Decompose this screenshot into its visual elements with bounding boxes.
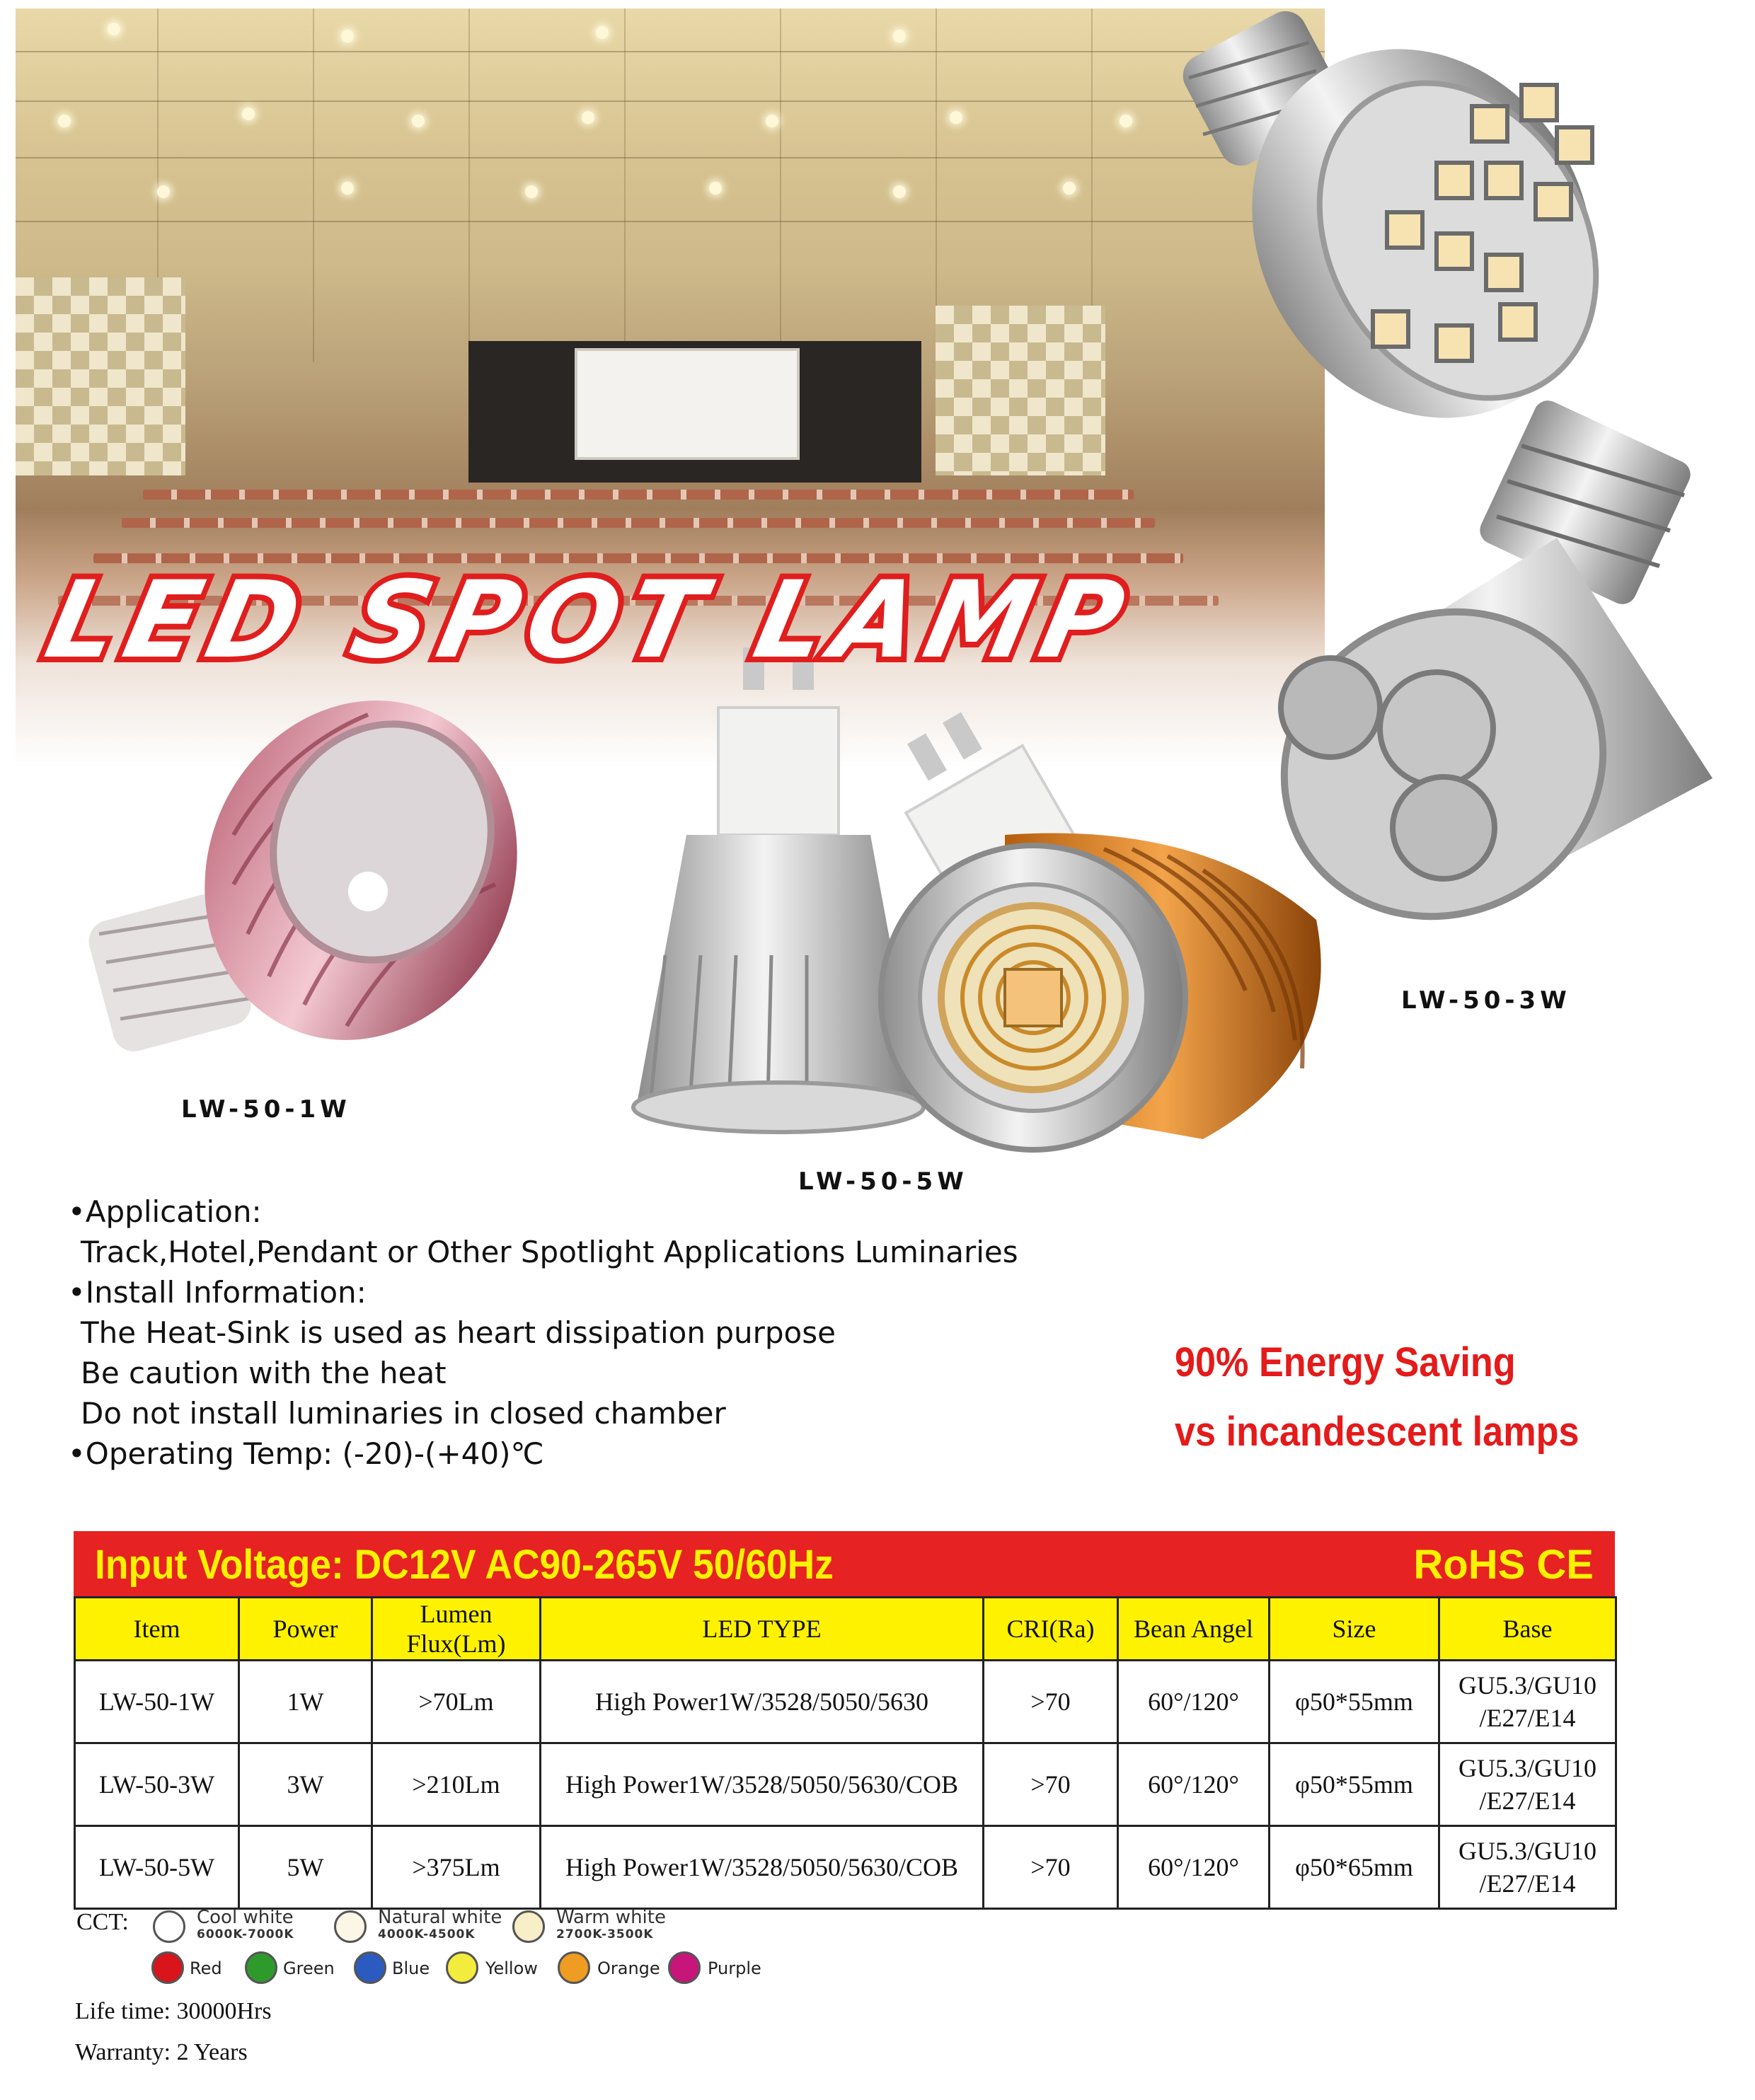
label-lw-50-1w: LW-50-1W — [181, 1095, 351, 1124]
cell-item: LW-50-5W — [75, 1826, 239, 1909]
yellow-swatch — [446, 1951, 478, 1984]
cell-power: 1W — [239, 1661, 372, 1743]
spec-table — [74, 1531, 1615, 1910]
spec-grid — [74, 1596, 1617, 1910]
pink-lamp-photo — [84, 649, 572, 1092]
three-led-lamp-photo — [1228, 396, 1713, 974]
column-header: Item — [75, 1598, 239, 1661]
column-header: Base — [1439, 1598, 1616, 1661]
voltage-banner — [74, 1531, 1615, 1596]
info-block — [68, 1192, 1018, 1474]
cool-white-range: 6000K-7000K — [197, 1927, 294, 1942]
column-header: Size — [1270, 1598, 1439, 1661]
label-lw-50-3w: LW-50-3W — [1401, 986, 1571, 1015]
orange-swatch — [558, 1951, 590, 1984]
cool-white-name: Cool white — [197, 1907, 294, 1928]
table-row — [75, 1661, 1616, 1743]
life-time: Life time: 30000Hrs — [75, 1998, 272, 2024]
blue-name: Blue — [392, 1958, 430, 1978]
product-title: LED SPOT LAMP — [36, 559, 1144, 682]
base-line: GU5.3/GU10 — [1458, 1671, 1596, 1700]
cell-angle: 60°/120° — [1118, 1826, 1270, 1909]
cell-lumen: >375Lm — [372, 1826, 541, 1909]
smd-lamp-photo — [1175, 0, 1659, 480]
energy-saving-line2: vs incandescent lamps — [1175, 1409, 1580, 1455]
blue-swatch — [354, 1951, 386, 1984]
table-row — [75, 1743, 1616, 1826]
application-heading: •Application: — [68, 1194, 262, 1229]
input-voltage-text: Input Voltage: DC12V AC90-265V 50/60Hz — [95, 1542, 834, 1588]
base-line: /E27/E14 — [1479, 1869, 1576, 1898]
column-header: CRI(Ra) — [984, 1598, 1118, 1661]
operating-temp: •Operating Temp: (-20)-(+40)℃ — [68, 1436, 544, 1471]
base-line: /E27/E14 — [1479, 1704, 1576, 1732]
install-line: Be caution with the heat — [81, 1356, 447, 1390]
cell-angle: 60°/120° — [1118, 1743, 1270, 1826]
purple-swatch — [668, 1951, 701, 1984]
natural-white-range: 4000K-4500K — [378, 1927, 476, 1942]
certification-text: RoHS CE — [1413, 1542, 1594, 1588]
base-line: /E27/E14 — [1479, 1787, 1576, 1815]
warm-white-range: 2700K-3500K — [556, 1927, 654, 1942]
cell-cri: >70 — [984, 1826, 1118, 1909]
install-line: The Heat-Sink is used as heart dissipation purpose — [81, 1315, 836, 1350]
cell-size: φ50*55mm — [1270, 1743, 1439, 1826]
red-name: Red — [190, 1958, 222, 1978]
natural-white-swatch — [334, 1910, 367, 1943]
green-swatch — [245, 1951, 277, 1984]
cell-lumen: >70Lm — [372, 1661, 541, 1743]
green-name: Green — [283, 1958, 335, 1978]
column-header: Lumen Flux(Lm) — [372, 1598, 541, 1661]
table-header-row — [75, 1598, 1616, 1661]
cell-power: 5W — [239, 1826, 372, 1909]
cell-cri: >70 — [984, 1743, 1118, 1826]
cell-cri: >70 — [984, 1661, 1118, 1743]
warranty: Warranty: 2 Years — [75, 2039, 248, 2065]
orange-name: Orange — [597, 1958, 660, 1978]
install-heading: •Install Information: — [68, 1275, 367, 1310]
cell-size: φ50*55mm — [1270, 1661, 1439, 1743]
warm-white-name: Warm white — [556, 1907, 666, 1928]
energy-saving-line1: 90% Energy Saving — [1175, 1339, 1516, 1385]
cell-base — [1439, 1826, 1616, 1909]
cool-white-swatch — [153, 1910, 185, 1943]
red-swatch — [151, 1951, 184, 1984]
cell-led-type: High Power1W/3528/5050/5630/COB — [541, 1743, 984, 1826]
cell-base — [1439, 1743, 1616, 1826]
cell-led-type: High Power1W/3528/5050/5630 — [541, 1661, 984, 1743]
application-text: Track,Hotel,Pendant or Other Spotlight Applications Luminaries — [81, 1235, 1018, 1269]
base-line: GU5.3/GU10 — [1458, 1754, 1596, 1782]
label-lw-50-5w: LW-50-5W — [798, 1167, 968, 1196]
cell-base — [1439, 1661, 1616, 1743]
base-line: GU5.3/GU10 — [1458, 1837, 1596, 1865]
natural-white-name: Natural white — [378, 1907, 502, 1928]
cct-label: CCT: — [76, 1909, 129, 1935]
install-line: Do not install luminaries in closed chamber — [81, 1396, 726, 1431]
column-header: LED TYPE — [541, 1598, 984, 1661]
yellow-name: Yellow — [485, 1958, 538, 1978]
cell-power: 3W — [239, 1743, 372, 1826]
table-row — [75, 1826, 1616, 1909]
cell-lumen: >210Lm — [372, 1743, 541, 1826]
cell-item: LW-50-3W — [75, 1743, 239, 1826]
gu10-gold-lamp-photo — [881, 712, 1321, 1150]
column-header: Power — [239, 1598, 372, 1661]
warm-white-swatch — [512, 1910, 545, 1943]
cell-size: φ50*65mm — [1270, 1826, 1439, 1909]
column-header: Bean Angel — [1118, 1598, 1270, 1661]
cell-led-type: High Power1W/3528/5050/5630/COB — [541, 1826, 984, 1909]
cell-angle: 60°/120° — [1118, 1661, 1270, 1743]
gu10-silver-lamp-photo — [633, 647, 923, 1132]
cell-item: LW-50-1W — [75, 1661, 239, 1743]
purple-name: Purple — [708, 1958, 761, 1978]
